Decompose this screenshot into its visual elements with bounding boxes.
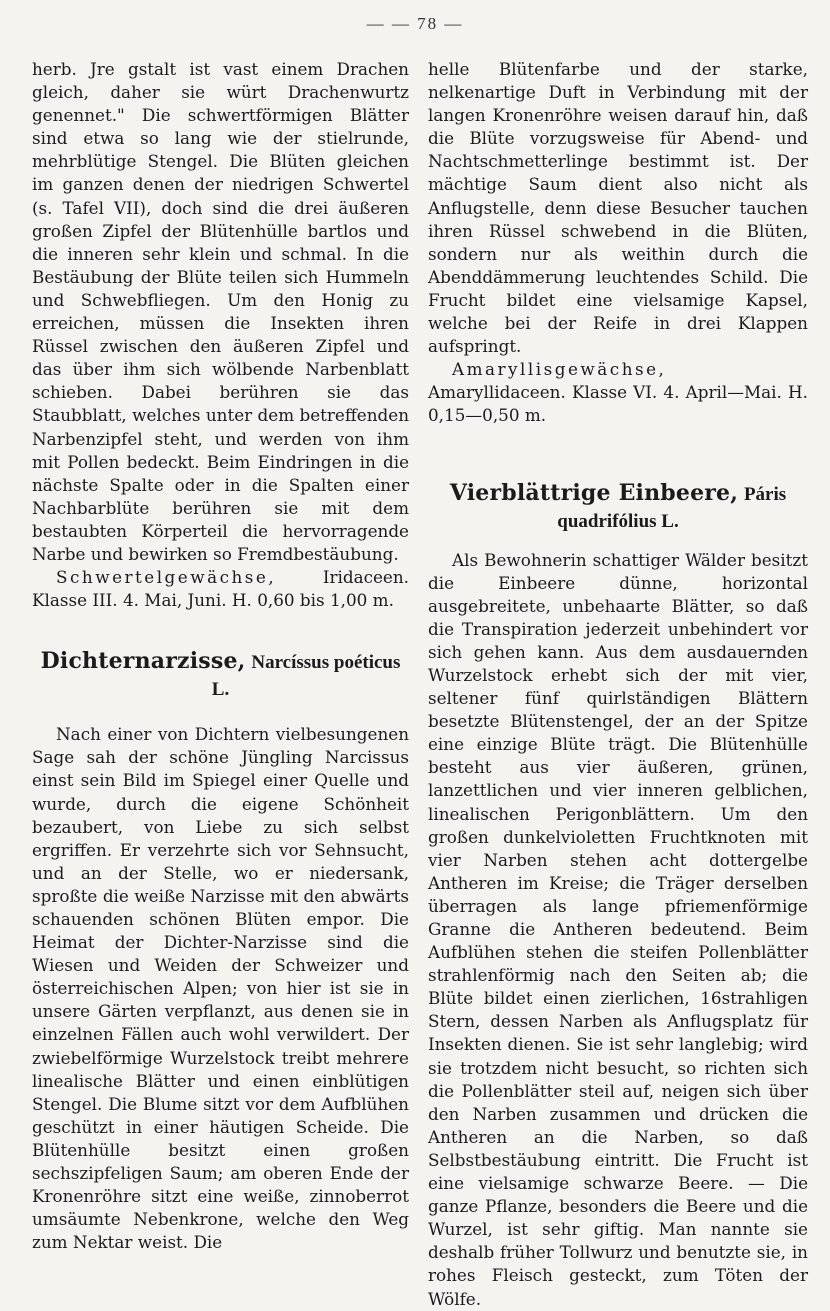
narcissus-description: Nach einer von Dichtern vielbesungenen Sage sah der schöne Jüngling Narcissus einst sein Bild im Spiegel einer Quelle und wurde, durch die eigene Schönheit bezaubert, von Liebe zu sich selbst ergriffen. Er verzehrte sich vor Sehnsucht, und an der Stelle, wo er niedersank, sproßte die weiße Narzisse mit den abwärts schauenden schönen Blüten empor. Die Heimat der Dichter-Narzisse sind die Wiesen und Weiden der Schweizer und österreichischen Alpen; von hier ist sie in unsere Gärten verpflanzt, aus denen sie in einzelnen Fällen auch wohl verwildert. Der zwiebelförmige Wurzelstock treibt mehrere linealische Blätter und einen einblütigen Stengel. Die Blume sitzt vor dem Aufblühen geschützt in einer häutigen Scheide. Die Blütenhülle besitzt einen großen sechszipfeligen Saum; am oberen Ende der Kronenröhre sitzt eine weiße, zinnoberrot umsäumte Nebenkrone, welche den Weg zum Nektar weist. Die xyxy=(32,724,409,1253)
entry-title-latin: Páris quadrifólius L. xyxy=(557,483,787,532)
right-column xyxy=(428,58,808,1311)
family-name-spaced: Amaryllisgewächse, xyxy=(452,359,667,380)
classification-details: Amaryllidaceen. Klasse VI. 4. April—Mai. H. 0,15—0,50 m. xyxy=(428,382,808,426)
einbeere-description: Als Bewohnerin schattiger Wälder besitzt die Einbeere dünne, horizontal ausgebreitete, unbehaarte Blätter, so daß die Transpiration jederzeit unbehindert vor sich gehen kann. Aus dem ausdauernden Wurzelstock erhebt sich der mit vier, seltener fünf quirlständigen Blättern besetzte Blütenstengel, der an der Spitze eine einzige Blüte trägt. Die Blütenhülle besteht aus vier äußeren, grünen, lanzettlichen und vier inneren gelblichen, linealischen Perigonblättern. Um den großen dunkelvioletten Fruchtknoten mit vier Narben stehen acht dottergelbe Antheren im Kreise; die Träger derselben überragen als lange pfriemenförmige Granne die Antheren bedeutend. Beim Aufblühen stehen die steifen Pollenblätter strahlenförmig nach den Seiten ab; die Blüte bildet einen zierlichen, 16strahligen Stern, dessen Narben als Anflugsplatz für Insekten dienen. Sie ist sehr langlebig; wird sie trotzdem nicht besucht, so richten sich die Pollenblätter steil auf, neigen sich über den Narben zusammen und drücken die Antheren an die Narben, so daß Selbstbestäubung eintritt. Die Frucht ist eine vielsamige schwarze Beere. — Die ganze Pflanze, besonders die Beere und die Wurzel, ist sehr giftig. Man nannte sie deshalb früher Tollwurz und benutzte sie, in rohes Fleisch gesteckt, zum Töten der Wölfe. xyxy=(428,549,808,1309)
entry-title-german: Dichternarzisse, xyxy=(40,648,246,675)
entry-heading-einbeere xyxy=(428,480,808,535)
iris-description-continuation: herb. Jre gstalt ist vast einem Drachen gleich, daher sie würt Drachenwurtz genennet." Die schwertförmigen Blätter sind etwa so lang wie der stielrunde, mehrblütige Stengel. Die Blüten gleichen im ganzen denen der niedrigen Schwertel (s. Tafel VII), doch sind die drei äußeren großen Zipfel der Blütenhülle bartlos und die inneren sehr klein und schmal. In die Bestäubung der Blüte teilen sich Hummeln und Schwebfliegen. Um den Honig zu erreichen, müssen die Insekten ihren Rüssel zwischen den äußeren Zipfel und das über ihm sich wölbende Narbenblatt schieben. Dabei berühren sie das Staubblatt, welches unter dem betreffenden Narbenzipfel steht, und werden von ihm mit Pollen bedeckt. Beim Eindringen in die nächste Spalte oder in die Spalten einer Nachbarblüte berühren sie mit dem bestaubten Körperteil die hervorragende Narbe und bewirken so Fremdbestäubung. xyxy=(32,59,409,564)
iris-classification xyxy=(32,566,409,612)
entry-title-latin: Narcíssus poéticus L. xyxy=(211,652,401,701)
family-name-spaced: Schwertelgewächse, xyxy=(56,567,277,588)
left-column xyxy=(32,58,409,1254)
classification-details: Iridaceen. Klasse III. 4. Mai, Juni. H. 0,60 bis 1,00 m. xyxy=(32,567,409,611)
narcissus-description-continuation: helle Blütenfarbe und der starke, nelkenartige Duft in Verbindung mit der langen Kronenröhre weisen darauf hin, daß die Blüte vorzugsweise für Abend- und Nachtschmetterlinge bestimmt ist. Der mächtige Saum dient also nicht als Anflugstelle, denn diese Besucher tauchen ihren Rüssel schwebend in die Blüten, sondern nur als weithin durch die Abenddämmerung leuchtendes Schild. Die Frucht bildet eine vielsamige Kapsel, welche bei der Reife in drei Klappen aufspringt. xyxy=(428,59,808,357)
entry-title-german: Vierblättrige Einbeere, xyxy=(449,479,739,506)
page-number: — — 78 — xyxy=(366,14,464,33)
narcissus-classification xyxy=(428,358,808,427)
entry-heading-dichternarzisse xyxy=(32,648,409,703)
